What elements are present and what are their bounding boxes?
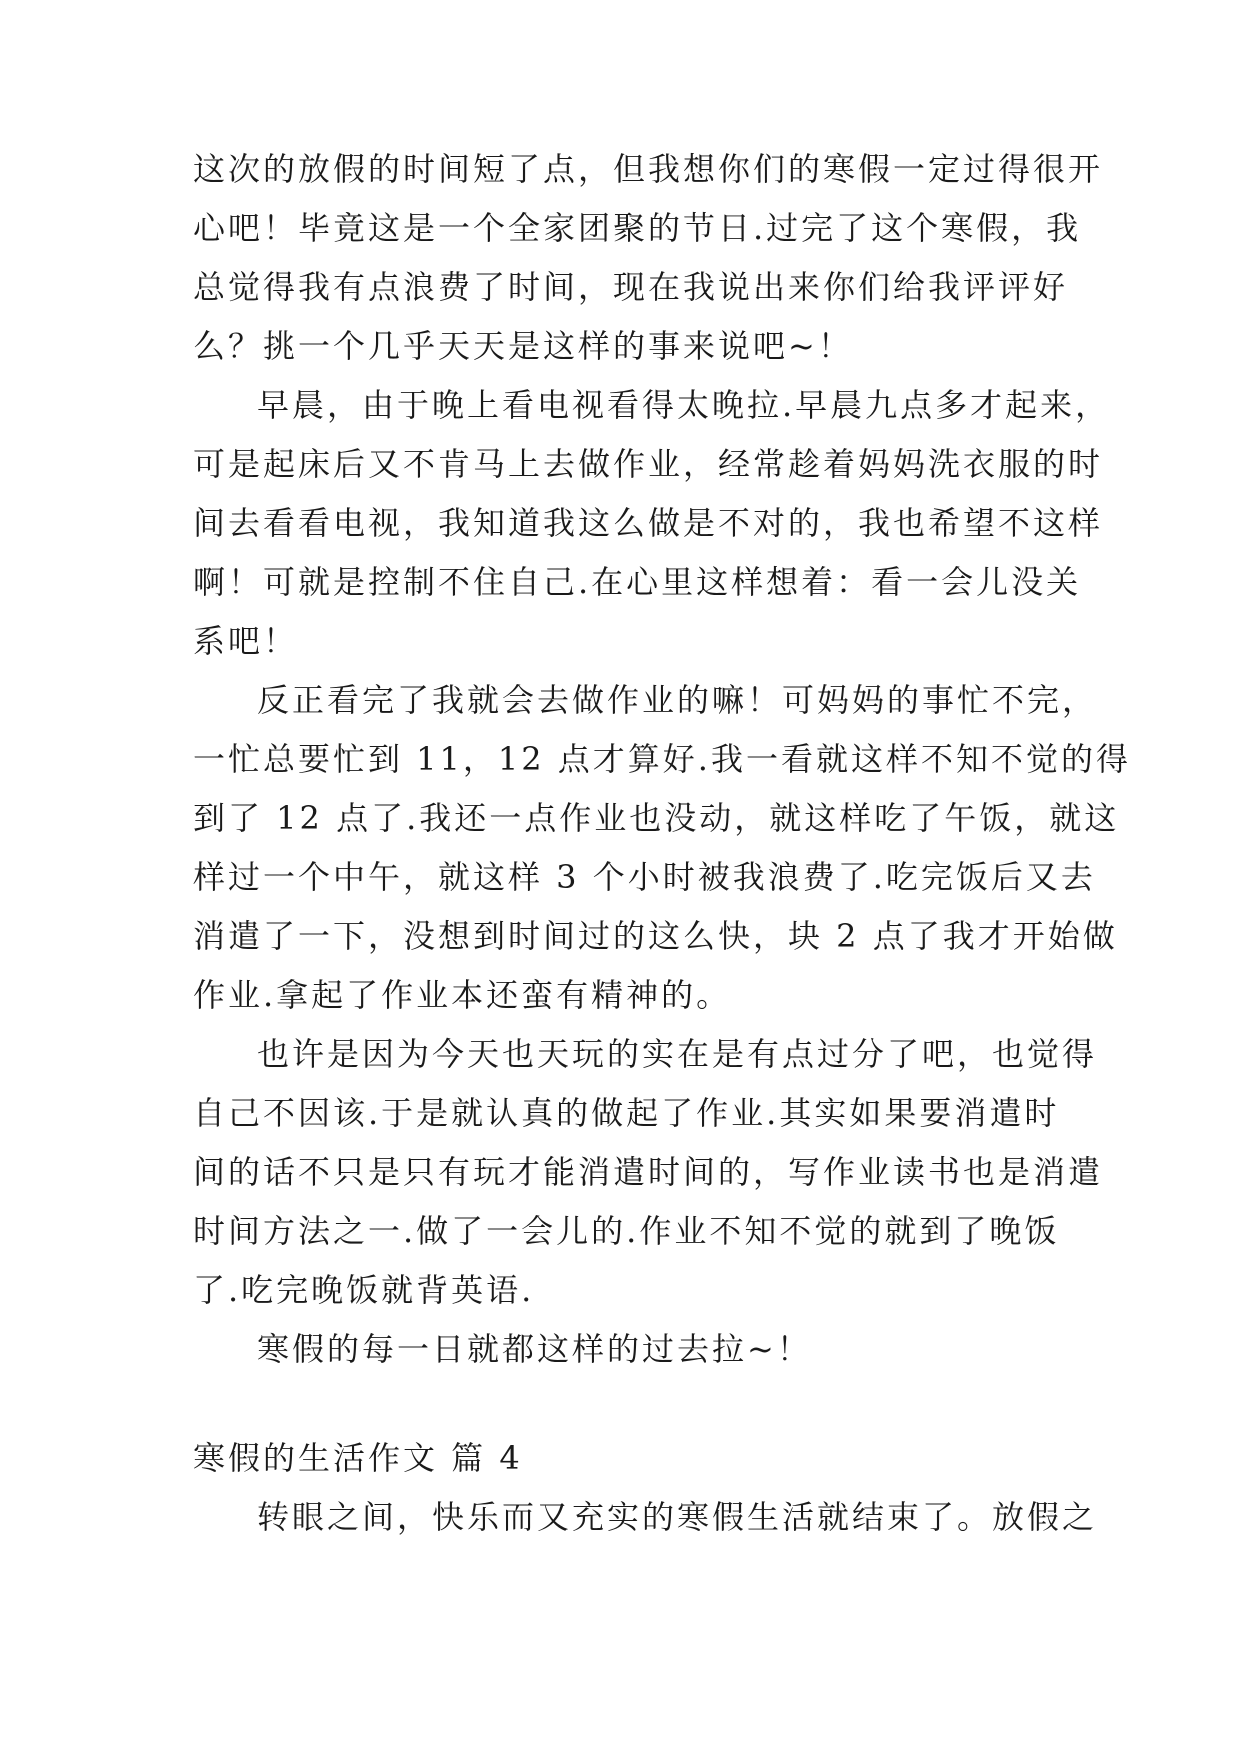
paragraph-3 [193, 671, 1131, 1025]
text-line: 样过一个中午，就这样 3 个小时被我浪费了.吃完饭后又去 [193, 858, 1096, 896]
paragraph-4 [193, 1025, 1104, 1320]
text-line: 自己不因该.于是就认真的做起了作业.其实如果要消遣时 [193, 1094, 1060, 1132]
text-line: 反正看完了我就会去做作业的嘛！可妈妈的事忙不完， [257, 681, 1098, 719]
text-line: 系吧！ [193, 622, 299, 660]
text-line: 么？挑一个几乎天天是这样的事来说吧~！ [193, 327, 853, 365]
text-line: 心吧！毕竟这是一个全家团聚的节日.过完了这个寒假，我 [193, 209, 1082, 247]
text-line: 时间方法之一.做了一会儿的.作业不知不觉的就到了晚饭 [193, 1212, 1060, 1250]
text-line: 作业.拿起了作业本还蛮有精神的。 [193, 976, 732, 1014]
text-line: 早晨，由于晚上看电视看得太晚拉.早晨九点多才起来， [257, 386, 1111, 424]
text-line: 间的话不只是只有玩才能消遣时间的，写作业读书也是消遣 [193, 1153, 1104, 1191]
text-line: 间去看看电视，我知道我这么做是不对的，我也希望不这样 [193, 504, 1104, 542]
text-line: 可是起床后又不肯马上去做作业，经常趁着妈妈洗衣服的时 [193, 445, 1104, 483]
text-line: 也许是因为今天也天玩的实在是有点过分了吧，也觉得 [257, 1035, 1098, 1073]
text-line: 一忙总要忙到 11，12 点才算好.我一看就这样不知不觉的得 [193, 740, 1131, 778]
text-line: 这次的放假的时间短了点，但我想你们的寒假一定过得很开 [193, 150, 1104, 188]
document-page [193, 140, 1131, 1547]
text-line: 啊！可就是控制不住自己.在心里这样想着：看一会儿没关 [193, 563, 1082, 601]
text-line: 寒假的每一日就都这样的过去拉~！ [257, 1330, 812, 1368]
text-line: 了.吃完晚饭就背英语. [193, 1271, 535, 1309]
paragraph-2 [193, 376, 1111, 671]
text-line: 转眼之间，快乐而又充实的寒假生活就结束了。放假之 [257, 1498, 1098, 1536]
text-line: 到了 12 点了.我还一点作业也没动，就这样吃了午饭，就这 [193, 799, 1120, 837]
section-heading: 寒假的生活作文 篇 4 [193, 1439, 523, 1477]
paragraph-6 [193, 1488, 1098, 1547]
text-line: 总觉得我有点浪费了时间，现在我说出来你们给我评评好 [193, 268, 1069, 306]
section-gap [193, 1379, 1063, 1429]
paragraph-1 [193, 140, 1104, 376]
text-line: 消遣了一下，没想到时间过的这么快，块 2 点了我才开始做 [193, 917, 1118, 955]
paragraph-5 [193, 1320, 1063, 1379]
